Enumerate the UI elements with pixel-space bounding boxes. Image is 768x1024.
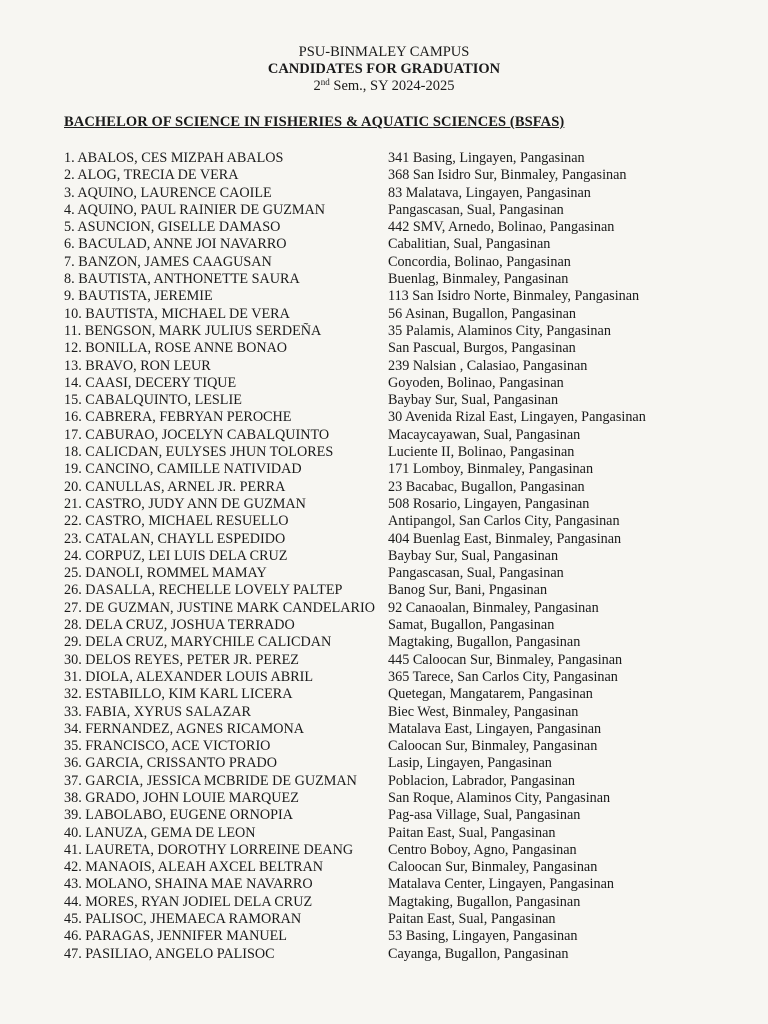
candidate-address: Concordia, Bolinao, Pangasinan	[388, 253, 571, 270]
candidate-row	[64, 375, 704, 392]
candidate-row	[64, 167, 704, 184]
candidate-address: Goyoden, Bolinao, Pangasinan	[388, 374, 564, 391]
document-header	[0, 44, 768, 95]
candidate-address: 442 SMV, Arnedo, Bolinao, Pangasinan	[388, 219, 615, 236]
candidate-name: 6. BACULAD, ANNE JOI NAVARRO	[64, 236, 287, 253]
candidate-address: Biec West, Binmaley, Pangasinan	[388, 703, 579, 720]
candidate-name: 39. LABOLABO, EUGENE ORNOPIA	[64, 807, 293, 824]
candidate-row	[64, 721, 704, 738]
candidate-address: Macaycayawan, Sual, Pangasinan	[388, 426, 581, 443]
candidate-name: 16. CABRERA, FEBRYAN PEROCHE	[64, 409, 292, 426]
candidate-name: 17. CABURAO, JOCELYN CABALQUINTO	[64, 426, 330, 443]
candidate-row	[64, 669, 704, 686]
candidate-name: 10. BAUTISTA, MICHAEL DE VERA	[64, 305, 290, 322]
candidate-address: Luciente II, Bolinao, Pangasinan	[388, 444, 575, 461]
candidate-address: 239 Nalsian , Calasiao, Pangasinan	[388, 357, 588, 374]
candidate-row	[64, 254, 704, 271]
candidate-name: 8. BAUTISTA, ANTHONETTE SAURA	[64, 271, 300, 288]
candidate-row	[64, 859, 704, 876]
candidate-row	[64, 185, 704, 202]
candidate-name: 1. ABALOS, CES MIZPAH ABALOS	[64, 150, 284, 166]
candidate-row	[64, 738, 704, 755]
candidate-name: 23. CATALAN, CHAYLL ESPEDIDO	[64, 530, 286, 547]
candidate-address: Baybay Sur, Sual, Pangasinan	[388, 547, 559, 564]
semester-line	[0, 78, 768, 95]
candidate-address: 365 Tarece, San Carlos City, Pangasinan	[388, 668, 618, 685]
candidate-row	[64, 340, 704, 357]
candidate-name: 42. MANAOIS, ALEAH AXCEL BELTRAN	[64, 859, 324, 876]
candidate-name: 43. MOLANO, SHAINA MAE NAVARRO	[64, 876, 313, 893]
candidate-name: 33. FABIA, XYRUS SALAZAR	[64, 703, 251, 720]
semester-number: 2	[313, 78, 321, 94]
candidate-row	[64, 807, 704, 824]
candidate-name: 22. CASTRO, MICHAEL RESUELLO	[64, 513, 289, 530]
candidate-address: 171 Lomboy, Binmaley, Pangasinan	[388, 461, 594, 478]
candidate-name: 30. DELOS REYES, PETER JR. PEREZ	[64, 651, 299, 668]
candidate-name: 28. DELA CRUZ, JOSHUA TERRADO	[64, 617, 295, 634]
candidate-name: 32. ESTABILLO, KIM KARL LICERA	[64, 686, 293, 703]
candidate-name: 34. FERNANDEZ, AGNES RICAMONA	[64, 720, 305, 737]
candidate-row	[64, 946, 704, 963]
candidate-address: Caloocan Sur, Binmaley, Pangasinan	[388, 859, 598, 876]
candidate-row	[64, 600, 704, 617]
candidate-address: Caloocan Sur, Binmaley, Pangasinan	[388, 738, 598, 755]
candidate-address: Cabalitian, Sual, Pangasinan	[388, 236, 551, 253]
candidate-row	[64, 825, 704, 842]
candidate-address: Lasip, Lingayen, Pangasinan	[388, 755, 552, 772]
candidate-name: 4. AQUINO, PAUL RAINIER DE GUZMAN	[64, 201, 326, 218]
candidate-row	[64, 496, 704, 513]
candidate-row	[64, 876, 704, 893]
candidate-name: 38. GRADO, JOHN LOUIE MARQUEZ	[64, 789, 299, 806]
candidate-address: Quetegan, Mangatarem, Pangasinan	[388, 686, 593, 703]
semester-suffix: nd	[320, 77, 330, 87]
candidate-address: Buenlag, Binmaley, Pangasinan	[388, 271, 569, 288]
candidate-name: 44. MORES, RYAN JODIEL DELA CRUZ	[64, 893, 313, 910]
candidate-name: 46. PARAGAS, JENNIFER MANUEL	[64, 928, 287, 945]
candidate-name: 45. PALISOC, JHEMAECA RAMORAN	[64, 911, 302, 928]
candidate-address: Magtaking, Bugallon, Pangasinan	[388, 634, 581, 651]
candidate-row	[64, 582, 704, 599]
candidate-row	[64, 461, 704, 478]
candidate-address: Magtaking, Bugallon, Pangasinan	[388, 893, 581, 910]
candidate-address: Baybay Sur, Sual, Pangasinan	[388, 392, 559, 409]
candidate-row	[64, 513, 704, 530]
candidate-name: 14. CAASI, DECERY TIQUE	[64, 374, 237, 391]
candidate-address: 368 San Isidro Sur, Binmaley, Pangasinan	[388, 167, 627, 184]
candidate-address: Pangascasan, Sual, Pangasinan	[388, 565, 564, 582]
candidate-address: Paitan East, Sual, Pangasinan	[388, 911, 556, 928]
candidate-name: 12. BONILLA, ROSE ANNE BONAO	[64, 340, 288, 357]
semester-text: Sem., SY 2024-2025	[329, 78, 455, 94]
candidate-row	[64, 306, 704, 323]
candidate-address: Cayanga, Bugallon, Pangasinan	[388, 945, 569, 962]
candidate-name: 5. ASUNCION, GISELLE DAMASO	[64, 219, 281, 236]
candidate-name: 26. DASALLA, RECHELLE LOVELY PALTEP	[64, 582, 343, 599]
candidate-address: Paitan East, Sual, Pangasinan	[388, 824, 556, 841]
candidate-name: 25. DANOLI, ROMMEL MAMAY	[64, 565, 267, 582]
candidate-name: 15. CABALQUINTO, LESLIE	[64, 392, 242, 409]
candidate-name: 24. CORPUZ, LEI LUIS DELA CRUZ	[64, 547, 288, 564]
candidate-row	[64, 704, 704, 721]
candidate-address: 341 Basing, Lingayen, Pangasinan	[388, 150, 585, 166]
candidate-address: Banog Sur, Bani, Pngasinan	[388, 582, 548, 599]
candidate-name: 7. BANZON, JAMES CAAGUSAN	[64, 253, 272, 270]
candidate-row	[64, 652, 704, 669]
candidate-row	[64, 548, 704, 565]
candidate-name: 36. GARCIA, CRISSANTO PRADO	[64, 755, 277, 772]
candidate-address: Centro Boboy, Agno, Pangasinan	[388, 841, 577, 858]
candidate-row	[64, 531, 704, 548]
candidate-address: Pangascasan, Sual, Pangasinan	[388, 201, 564, 218]
candidate-address: 445 Caloocan Sur, Binmaley, Pangasinan	[388, 651, 623, 668]
candidate-row	[64, 358, 704, 375]
candidate-address: San Roque, Alaminos City, Pangasinan	[388, 789, 611, 806]
candidate-row	[64, 928, 704, 945]
document-title: CANDIDATES FOR GRADUATION	[267, 61, 501, 77]
candidate-address: San Pascual, Burgos, Pangasinan	[388, 340, 576, 357]
candidate-row	[64, 686, 704, 703]
candidate-row	[64, 911, 704, 928]
candidate-row	[64, 894, 704, 911]
candidate-address: 404 Buenlag East, Binmaley, Pangasinan	[388, 530, 622, 547]
candidate-row	[64, 427, 704, 444]
candidate-address: Matalava Center, Lingayen, Pangasinan	[388, 876, 614, 893]
candidate-name: 2. ALOG, TRECIA DE VERA	[64, 167, 239, 184]
candidate-address: Samat, Bugallon, Pangasinan	[388, 617, 555, 634]
candidate-name: 41. LAURETA, DOROTHY LORREINE DEANG	[64, 841, 354, 858]
candidate-name: 18. CALICDAN, EULYSES JHUN TOLORES	[64, 444, 334, 461]
candidate-address: 56 Asinan, Bugallon, Pangasinan	[388, 305, 576, 322]
candidate-address: 508 Rosario, Lingayen, Pangasinan	[388, 495, 590, 512]
candidate-address: 113 San Isidro Norte, Binmaley, Pangasinan	[388, 288, 640, 305]
candidate-row	[64, 773, 704, 790]
candidate-name: 29. DELA CRUZ, MARYCHILE CALICDAN	[64, 634, 332, 651]
candidate-address: 35 Palamis, Alaminos City, Pangasinan	[388, 322, 611, 339]
candidate-row	[64, 444, 704, 461]
candidate-address: 83 Malatava, Lingayen, Pangasinan	[388, 184, 591, 201]
candidate-row	[64, 409, 704, 426]
candidate-row	[64, 288, 704, 305]
candidate-address: Antipangol, San Carlos City, Pangasinan	[388, 513, 620, 530]
campus-name: PSU-BINMALEY CAMPUS	[298, 44, 470, 60]
program-heading: BACHELOR OF SCIENCE IN FISHERIES & AQUATIC SCIENCES (BSFAS)	[64, 114, 565, 130]
candidate-row	[64, 790, 704, 807]
candidate-name: 37. GARCIA, JESSICA MCBRIDE DE GUZMAN	[64, 772, 357, 789]
candidate-row	[64, 842, 704, 859]
candidate-name: 3. AQUINO, LAURENCE CAOILE	[64, 184, 272, 201]
candidate-address: Matalava East, Lingayen, Pangasinan	[388, 720, 602, 737]
candidate-address: Pag-asa Village, Sual, Pangasinan	[388, 807, 581, 824]
candidate-name: 47. PASILIAO, ANGELO PALISOC	[64, 945, 275, 962]
candidate-row	[64, 634, 704, 651]
candidate-row	[64, 755, 704, 772]
candidate-list	[64, 150, 704, 963]
candidate-name: 31. DIOLA, ALEXANDER LOUIS ABRIL	[64, 668, 314, 685]
candidate-row	[64, 150, 704, 167]
candidate-row	[64, 236, 704, 253]
candidate-row	[64, 617, 704, 634]
candidate-name: 35. FRANCISCO, ACE VICTORIO	[64, 738, 271, 755]
candidate-name: 11. BENGSON, MARK JULIUS SERDEÑA	[64, 322, 322, 339]
candidate-address: Poblacion, Labrador, Pangasinan	[388, 772, 575, 789]
candidate-address: 92 Canaoalan, Binmaley, Pangasinan	[388, 599, 599, 616]
candidate-address: 23 Bacabac, Bugallon, Pangasinan	[388, 478, 585, 495]
candidate-row	[64, 219, 704, 236]
candidate-row	[64, 202, 704, 219]
candidate-name: 13. BRAVO, RON LEUR	[64, 357, 211, 374]
candidate-address: 53 Basing, Lingayen, Pangasinan	[388, 928, 578, 945]
candidate-name: 9. BAUTISTA, JEREMIE	[64, 288, 213, 305]
candidate-row	[64, 392, 704, 409]
candidate-row	[64, 565, 704, 582]
candidate-address: 30 Avenida Rizal East, Lingayen, Pangasinan	[388, 409, 646, 426]
candidate-name: 20. CANULLAS, ARNEL JR. PERRA	[64, 478, 286, 495]
candidate-name: 19. CANCINO, CAMILLE NATIVIDAD	[64, 461, 302, 478]
candidate-row	[64, 323, 704, 340]
candidate-row	[64, 479, 704, 496]
candidate-row	[64, 271, 704, 288]
candidate-name: 40. LANUZA, GEMA DE LEON	[64, 824, 256, 841]
candidate-name: 21. CASTRO, JUDY ANN DE GUZMAN	[64, 495, 306, 512]
candidate-name: 27. DE GUZMAN, JUSTINE MARK CANDELARIO	[64, 599, 375, 616]
